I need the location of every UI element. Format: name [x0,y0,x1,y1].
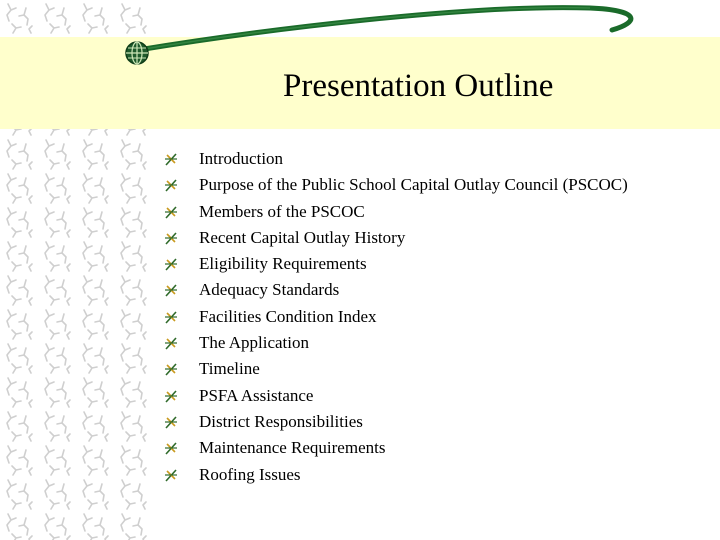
list-item-text: Adequacy Standards [199,280,340,300]
list-item [163,251,628,277]
leaf-bullet-icon [163,177,179,193]
list-item [163,199,628,225]
list-item [163,435,628,461]
list-item-text: Eligibility Requirements [199,254,367,274]
list-item-text: The Application [199,333,310,353]
leaf-bullet-icon [163,414,179,430]
list-item-text: Timeline [199,359,260,379]
list-item-text: Maintenance Requirements [199,438,386,458]
leaf-bullet-icon [163,467,179,483]
leaf-bullet-icon [163,230,179,246]
list-item-text: Recent Capital Outlay History [199,227,406,247]
list-item [163,383,628,409]
globe-icon [124,40,150,66]
outline-list [163,146,628,488]
list-item [163,277,628,303]
list-item-text: District Responsibilities [199,411,363,431]
list-item [163,330,628,356]
list-item-text: Roofing Issues [199,464,301,484]
leaf-bullet-icon [163,256,179,272]
list-item [163,304,628,330]
list-item-text: Introduction [199,149,284,168]
list-item [163,356,628,382]
list-item-text: Members of the PSCOC [199,201,365,221]
swoosh-decoration [0,0,720,60]
list-item-text: Facilities Condition Index [199,306,377,326]
list-item [163,462,628,488]
slide-title: Presentation Outline [283,68,554,104]
leaf-bullet-icon [163,204,179,220]
list-item [163,409,628,435]
leaf-bullet-icon [163,151,179,167]
leaf-bullet-icon [163,282,179,298]
list-item [163,225,628,251]
list-item [163,172,628,198]
leaf-bullet-icon [163,388,179,404]
leaf-bullet-icon [163,361,179,377]
list-item-text: PSFA Assistance [199,385,314,405]
leaf-bullet-icon [163,440,179,456]
list-item [163,146,628,172]
leaf-bullet-icon [163,335,179,351]
list-item-text: Purpose of the Public School Capital Outlay Council (PSCOC) [199,175,628,195]
leaf-bullet-icon [163,309,179,325]
